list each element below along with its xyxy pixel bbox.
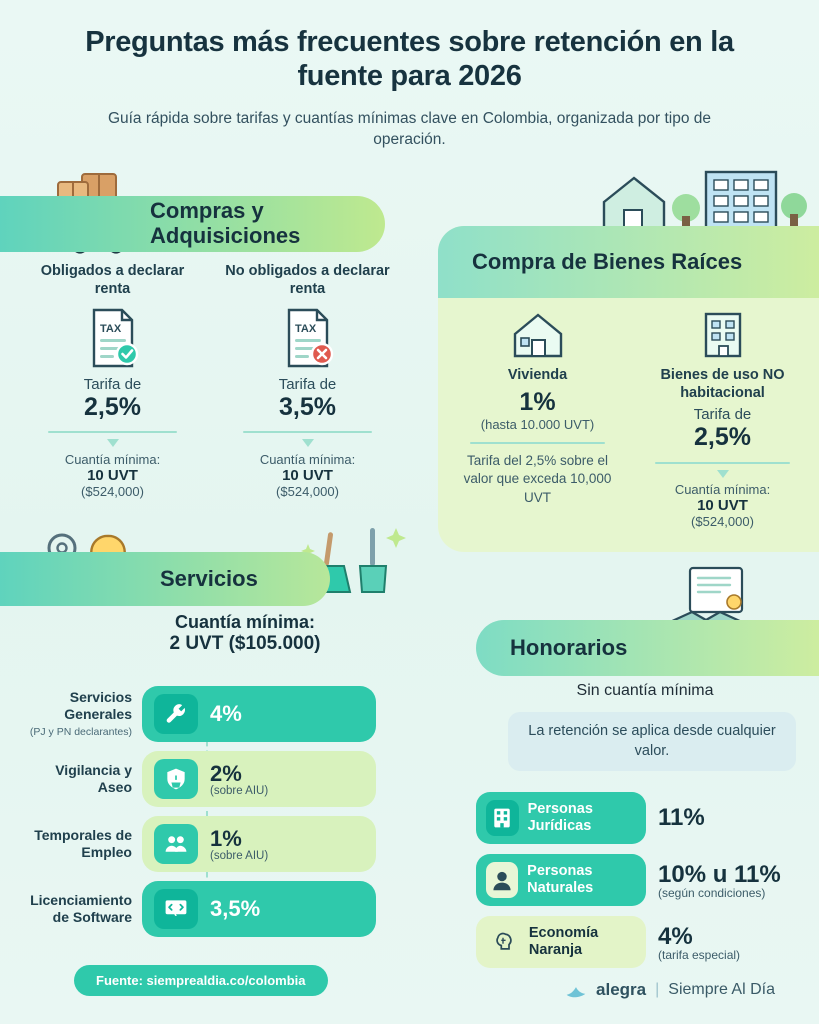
alegra-mark-icon	[565, 981, 587, 1000]
servicios-row-pill[interactable]	[142, 881, 376, 937]
building-icon	[486, 800, 519, 836]
servicios-row-value: 2%	[210, 761, 242, 786]
brand-name: alegra	[596, 980, 647, 999]
honorarios-row[interactable]	[476, 854, 812, 906]
servicios-row-note: (sobre AIU)	[210, 785, 269, 797]
honorarios-row-pill[interactable]	[476, 854, 646, 906]
servicios-cuantia-value: 2 UVT ($105.000)	[169, 633, 321, 654]
honorarios-row-label: Personas Jurídicas	[527, 801, 593, 834]
servicios-row-note: (sobre AIU)	[210, 850, 269, 862]
honorarios-row-label: Personas Naturales	[527, 863, 594, 896]
house-icon	[509, 310, 567, 360]
header	[0, 0, 819, 151]
label-sub: (PJ y PN declarantes)	[29, 726, 132, 739]
servicios-row-pill[interactable]	[142, 686, 376, 742]
section-title-raices: Compra de Bienes Raíces	[472, 248, 743, 274]
label-text: Servicios Generales	[64, 688, 132, 722]
compras-column-obligados	[24, 262, 201, 499]
servicios-rows	[24, 686, 376, 946]
brand-tagline: Siempre Al Día	[668, 981, 775, 998]
servicios-row[interactable]	[24, 816, 376, 872]
brand-separator: |	[655, 981, 660, 998]
brand-logo	[565, 980, 775, 1000]
honorarios-row-value: 4%	[658, 922, 693, 950]
arrow-icon	[302, 439, 314, 447]
servicios-row-value: 3,5%	[210, 896, 261, 921]
label-text: Temporales de Empleo	[34, 827, 132, 860]
cuantia-uvt: 10 UVT	[87, 467, 138, 485]
honorarios-row[interactable]	[476, 916, 812, 968]
code-monitor-icon	[154, 889, 198, 929]
honorarios-subtitle: Sin cuantía mínima	[576, 682, 714, 699]
tax-document-x-icon	[281, 306, 335, 370]
cuantia-cop: ($524,000)	[691, 514, 754, 530]
svg-text:TAX: TAX	[99, 323, 121, 336]
servicios-row-label	[24, 892, 142, 926]
arrow-icon	[717, 470, 729, 478]
section-header-honorarios	[476, 620, 819, 676]
raices-content	[452, 310, 808, 529]
servicios-row[interactable]	[24, 751, 376, 807]
wrench-icon	[154, 694, 198, 734]
raices-value: 2,5%	[694, 423, 751, 452]
office-building-icon	[694, 310, 752, 360]
honorarios-row-value: 11%	[658, 804, 705, 831]
svg-text:TAX: TAX	[294, 323, 316, 336]
people-icon	[154, 824, 198, 864]
honorarios-row-valuewrap	[658, 804, 705, 832]
honorarios-row-pill[interactable]	[476, 792, 646, 844]
divider	[243, 431, 372, 433]
servicios-row-pill[interactable]	[142, 751, 376, 807]
section-header-compras	[0, 196, 385, 252]
cuantia-label: Cuantía mínima:	[259, 452, 356, 468]
honorarios-row[interactable]	[476, 792, 812, 844]
person-icon	[486, 862, 518, 898]
servicios-row-label	[24, 827, 142, 861]
servicios-row-pill[interactable]	[142, 816, 376, 872]
raices-column-label: Vivienda	[507, 367, 568, 383]
section-title-honorarios: Honorarios	[510, 634, 628, 660]
honorarios-row-pill[interactable]	[476, 916, 646, 968]
raices-column-no-habitacional	[637, 310, 808, 529]
brain-idea-icon	[486, 924, 520, 960]
servicios-row[interactable]	[24, 881, 376, 937]
shield-broom-icon	[154, 759, 198, 799]
raices-extra: Tarifa del 2,5% sobre el valor que exceda 10,000 UVT	[463, 453, 612, 505]
raices-column-vivienda	[452, 310, 623, 529]
honorarios-row-note: (tarifa especial)	[658, 947, 741, 962]
section-header-servicios	[0, 552, 330, 606]
tarifa-value: 2,5%	[84, 393, 141, 422]
tarifa-value: 3,5%	[279, 393, 336, 422]
raices-note: (hasta 10.000 UVT)	[480, 417, 595, 433]
divider	[48, 431, 177, 433]
raices-column-label: Bienes de uso NO habitacional	[660, 367, 785, 402]
honorarios-rows	[476, 792, 812, 978]
cuantia-uvt: 10 UVT	[282, 467, 333, 485]
servicios-row-value: 4%	[210, 701, 242, 726]
source-badge[interactable]: Fuente: siemprealdia.co/colombia	[74, 965, 328, 996]
section-header-raices	[438, 226, 819, 298]
servicios-row-label	[24, 762, 142, 796]
servicios-row[interactable]	[24, 686, 376, 742]
cuantia-uvt: 10 UVT	[697, 497, 748, 515]
divider	[470, 442, 605, 444]
servicios-cuantia-label: Cuantía mínima:	[174, 612, 316, 632]
compras-column-label: Obligados a declarar renta	[40, 263, 185, 298]
tarifa-label: Tarifa de	[278, 376, 337, 394]
servicios-cuantia	[120, 612, 370, 655]
label-text: Licenciamiento de Software	[30, 892, 132, 925]
honorarios-row-label: Economía Naranja	[528, 925, 599, 958]
divider	[655, 462, 790, 464]
honorarios-row-valuewrap	[658, 861, 781, 900]
honorarios-row-valuewrap	[658, 923, 740, 962]
cuantia-label: Cuantía mínima:	[64, 452, 161, 468]
houses-illustration-icon	[586, 162, 818, 232]
raices-value: 1%	[519, 388, 556, 417]
honorarios-row-value: 10% u 11%	[658, 860, 781, 888]
tax-document-check-icon	[86, 306, 140, 370]
arrow-icon	[107, 439, 119, 447]
compras-column-no-obligados	[219, 262, 396, 499]
servicios-row-valuewrap	[210, 826, 268, 862]
compras-column-label: No obligados a declarar renta	[225, 263, 390, 298]
tarifa-label: Tarifa de	[83, 376, 142, 394]
section-title-compras: Compras y Adquisiciones	[150, 198, 301, 248]
honorarios-row-note: (según condiciones)	[658, 885, 766, 900]
compras-content	[24, 262, 396, 499]
cuantia-cop: ($524,000)	[276, 484, 339, 500]
servicios-row-value: 1%	[210, 826, 242, 851]
page-subtitle: Guía rápida sobre tarifas y cuantías mínimas clave en Colombia, organizada por tipo de operación.	[107, 109, 712, 149]
label-text: Vigilancia y Aseo	[55, 762, 132, 795]
servicios-row-valuewrap	[210, 761, 268, 797]
tarifa-label: Tarifa de	[693, 406, 752, 424]
honorarios-note: La retención se aplica desde cualquier valor.	[508, 712, 796, 771]
servicios-row-label	[24, 689, 142, 739]
cuantia-cop: ($524,000)	[81, 484, 144, 500]
page-title: Preguntas más frecuentes sobre retención en la fuente para 2026	[85, 26, 734, 92]
cuantia-label: Cuantía mínima:	[674, 482, 771, 498]
section-title-servicios: Servicios	[160, 565, 258, 591]
